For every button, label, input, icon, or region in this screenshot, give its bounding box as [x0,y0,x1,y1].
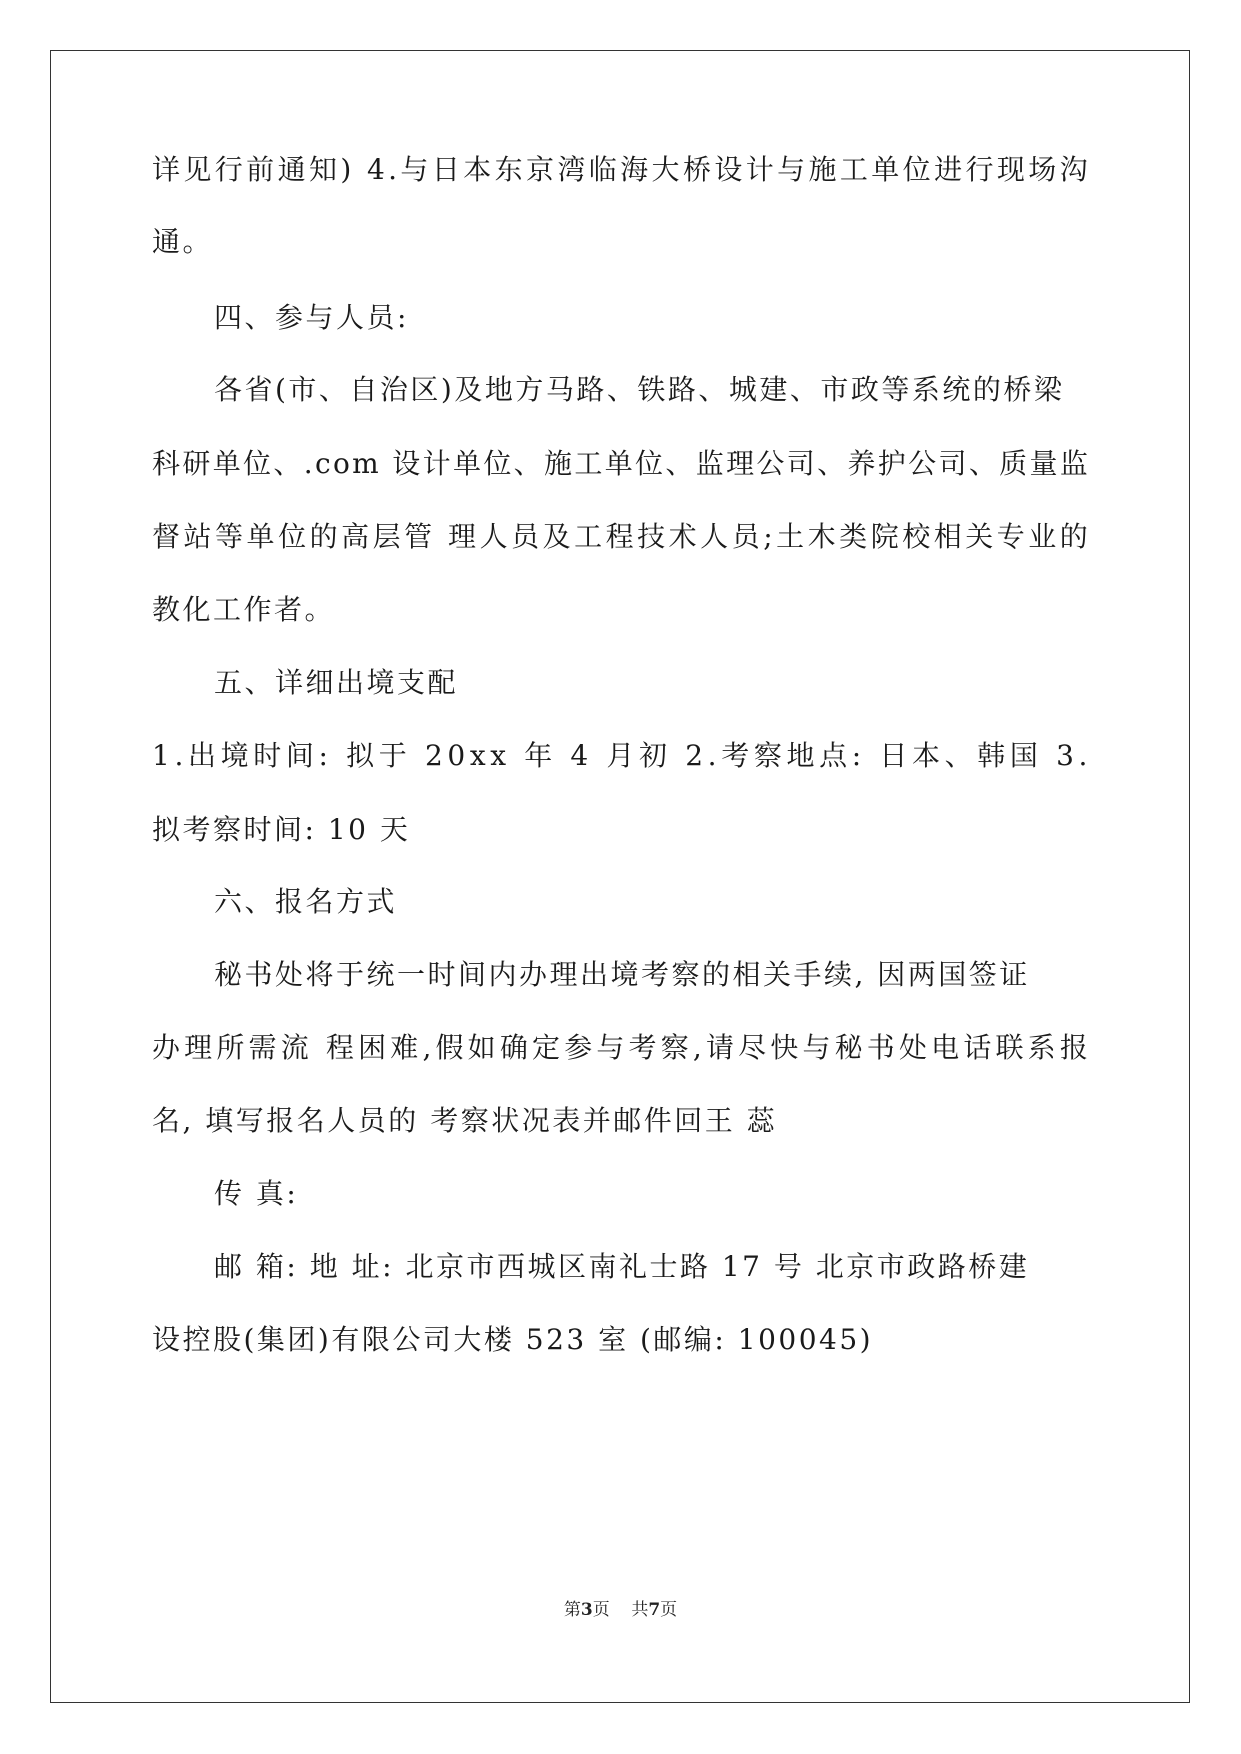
paragraph-line: 各省(市、自治区)及地方马路、铁路、城建、市政等系统的桥梁 [214,373,1065,406]
section-heading: 五、详细出境支配 [214,666,459,699]
total-pages: 7 [648,1600,661,1620]
paragraph-line: 名, 填写报名人员的 考察状况表并邮件回王 蕊 [152,1104,778,1137]
page-number: 3 [580,1600,593,1620]
page-footer [0,1598,1241,1622]
section-heading: 六、报名方式 [214,885,398,918]
paragraph-line: 科 研 单 位 、 . c o m 设 计 单 位 、 施 工 单 位 、 监 理 公 司 、 养 护 公 司 、 质 量 监 [152,447,1088,480]
paragraph-line: 教化工作者。 [152,593,336,626]
paragraph-line: 详 见 行 前 通 知 ) 4 . 与 日 本 东 京 湾 临 海 大 桥 设 计 与 施 工 单 位 进 行 现 场 沟 [152,153,1088,186]
total-prefix: 共 [631,1600,649,1620]
paragraph-line: 秘书处将于统一时间内办理出境考察的相关手续, 因两国签证 [214,958,1030,991]
paragraph-line: 拟考察时间: 10 天 [152,813,411,846]
section-heading: 四、参与人员: [214,301,409,334]
paragraph-line: 通。 [152,225,214,258]
address-line: 设控股(集团)有限公司大楼 523 室 (邮编: 100045) [152,1323,874,1356]
fax-line: 传 真: [214,1177,299,1210]
paragraph-line: 督 站 等 单 位 的 高 层 管 理 人 员 及 工 程 技 术 人 员 ; 土 木 类 院 校 相 关 专 业 的 [152,520,1088,553]
page-prefix: 第 [563,1600,581,1620]
total-suffix: 页 [660,1600,678,1620]
page-suffix: 页 [592,1600,610,1620]
paragraph-line: 1 . 出 境 时 间 : 拟 于 2 0 x x 年 4 月 初 2 . 考 察 地 点 : 日 本 、 韩 国 3 . [152,739,1088,772]
address-line: 邮 箱: 地 址: 北京市西城区南礼士路 17 号 北京市政路桥建 [214,1250,1030,1283]
paragraph-line: 办 理 所 需 流 程 困 难 , 假 如 确 定 参 与 考 察 , 请 尽 快 与 秘 书 处 电 话 联 系 报 [152,1031,1088,1064]
